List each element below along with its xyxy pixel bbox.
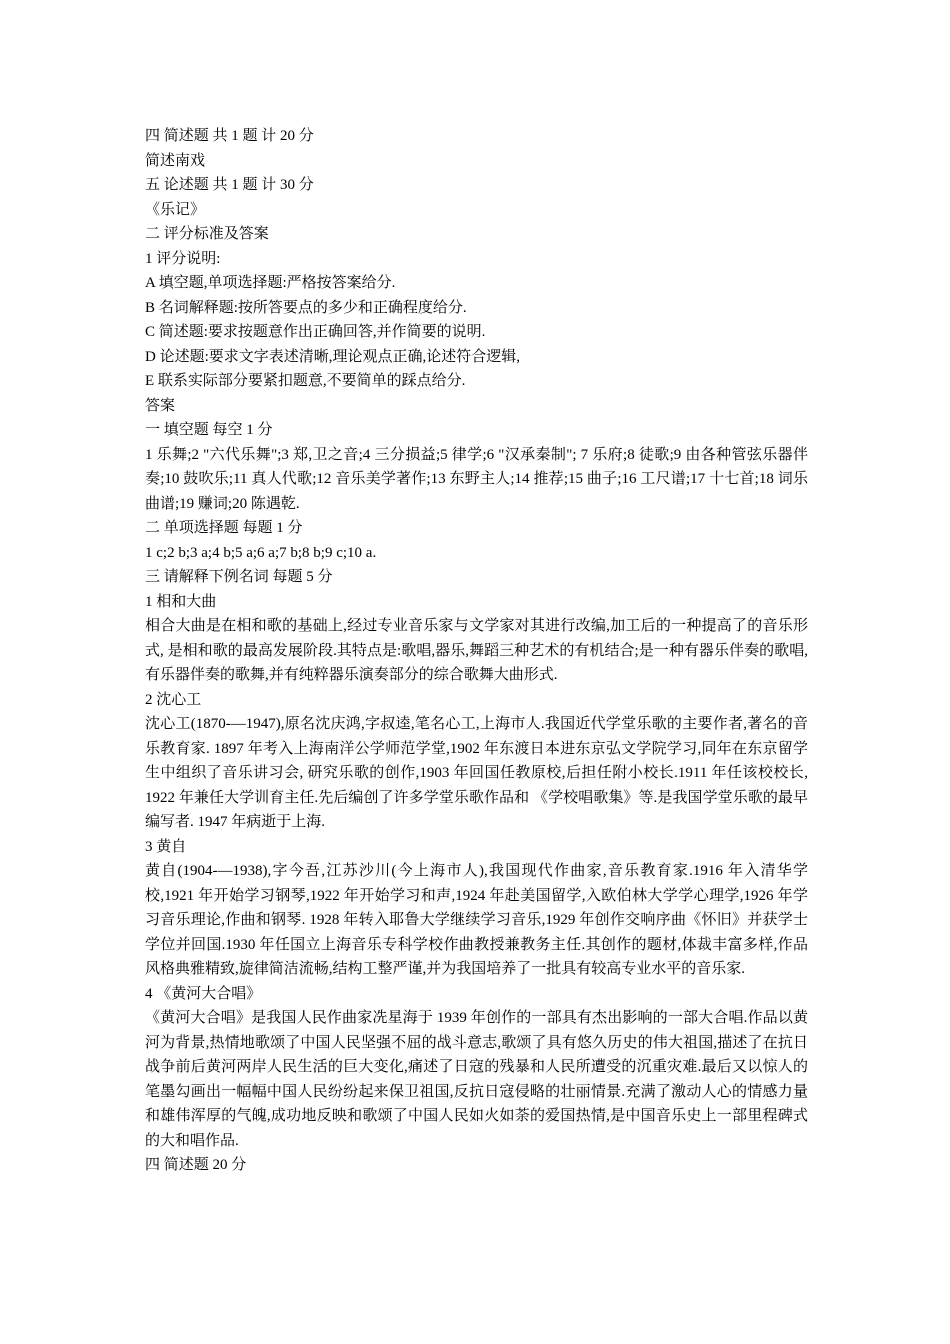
term-three-title: 3 黄自	[145, 838, 187, 855]
scoring-rule-d: D 论述题:要求文字表述清晰,理论观点正确,论述符合逻辑,	[145, 348, 521, 365]
term-four-text: 《黄河大合唱》是我国人民作曲家冼星海于 1939 年创作的一部具有杰出影响的一部大合唱.作品以黄河为背景,热情地歌颂了中国人民坚强不屈的战斗意志,歌颂了具有悠久历史的伟大祖国,描述了在抗日战争前后黄河两岸人民生活的巨大变化,痛述了日寇的残暴和人民所遭受的沉重灾难.最后又以惊人的笔墨勾画出一幅幅中国人民纷纷起来保卫祖国,反抗日寇侵略的壮丽情景.充满了激动人心的情感力量和雄伟浑厚的气魄,成功地反映和歌颂了中国人民如火如荼的爱国热情,是中国音乐史上一部里程碑式的大和唱作品.	[145, 1010, 808, 1149]
term-one-title: 1 相和大曲	[145, 593, 217, 610]
section-four-question: 简述南戏	[145, 152, 206, 169]
answer-fill-blank-text: 1 乐舞;2 "六代乐舞";3 郑,卫之音;4 三分损益;5 律学;6 "汉承秦制"; 7 乐府;8 徒歌;9 由各种管弦乐器伴奏;10 鼓吹乐;11 真人代歌;12 音乐美学著作;13 东野主人;14 推荐;15 曲子;16 工尺谱;17 十七首;18 词乐曲谱;19 赚词;20 陈遇乾.	[145, 446, 808, 512]
scoring-rule-b: B 名词解释题:按所答要点的多少和正确程度给分.	[145, 299, 467, 316]
scoring-notes-title: 1 评分说明:	[145, 250, 221, 267]
answer-single-choice-heading: 二 单项选择题 每题 1 分	[145, 520, 303, 536]
term-one-text: 相合大曲是在相和歌的基础上,经过专业音乐家与文学家对其进行改编,加工后的一种提高了的音乐形式, 是相和歌的最高发展阶段.其特点是:歌唱,器乐,舞蹈三种艺术的有机结合;是一种有器乐伴奏的歌唱,有乐器伴奏的歌舞,并有纯粹器乐演奏部分的综合歌舞大曲形式.	[145, 618, 808, 683]
answer-short-essay-heading: 四 简述题 20 分	[145, 1157, 247, 1173]
answers-title: 答案	[145, 397, 176, 414]
term-four-title: 4 《黄河大合唱》	[145, 985, 262, 1002]
answer-single-choice-text: 1 c;2 b;3 a;4 b;5 a;6 a;7 b;8 b;9 c;10 a.	[145, 544, 377, 561]
answer-terms-heading: 三 请解释下例名词 每题 5 分	[145, 569, 333, 585]
section-four-heading: 四 简述题 共 1 题 计 20 分	[145, 128, 314, 144]
term-two-text: 沈心工(1870-—1947),原名沈庆鸿,字叔逵,笔名心工,上海市人.我国近代学堂乐歌的主要作者,著名的音乐教育家. 1897 年考入上海南洋公学师范学堂,1902 年东渡日本进东京弘文学院学习,同年在东京留学生中组织了音乐讲习会, 研究乐歌的创作,1903 年回国任教原校,后担任附小校长.1911 年任该校校长, 1922 年兼任大学训育主任.先后编创了许多学堂乐歌作品和 《学校唱歌集》等.是我国学堂乐歌的最早编写者. 1947 年病逝于上海.	[145, 716, 808, 830]
document-page	[145, 124, 808, 1178]
term-two-title: 2 沈心工	[145, 691, 202, 708]
section-five-question: 《乐记》	[145, 201, 206, 218]
scoring-rule-e: E 联系实际部分要紧扣题意,不要简单的踩点给分.	[145, 373, 466, 389]
part-two-heading: 二 评分标准及答案	[145, 226, 269, 242]
scoring-rule-a: A 填空题,单项选择题:严格按答案给分.	[145, 275, 396, 291]
answer-fill-blank-heading: 一 填空题 每空 1 分	[145, 422, 273, 438]
section-five-heading: 五 论述题 共 1 题 计 30 分	[145, 177, 314, 193]
scoring-rule-c: C 简述题:要求按题意作出正确回答,并作简要的说明.	[145, 324, 486, 340]
term-three-text: 黄自(1904-—1938),字今吾,江苏沙川(今上海市人),我国现代作曲家,音乐教育家.1916 年入清华学校,1921 年开始学习钢琴,1922 年开始学习和声,1924 年赴美国留学,入欧伯林大学学心理学,1926 年学习音乐理论,作曲和钢琴. 1928 年转入耶鲁大学继续学习音乐,1929 年创作交响序曲《怀旧》并获学士学位并回国.1930 年任国立上海音乐专科学校作曲教授兼教务主任.其创作的题材,体裁丰富多样,作品风格典雅精致,旋律简洁流畅,结构工整严谨,并为我国培养了一批具有较高专业水平的音乐家.	[145, 863, 808, 977]
